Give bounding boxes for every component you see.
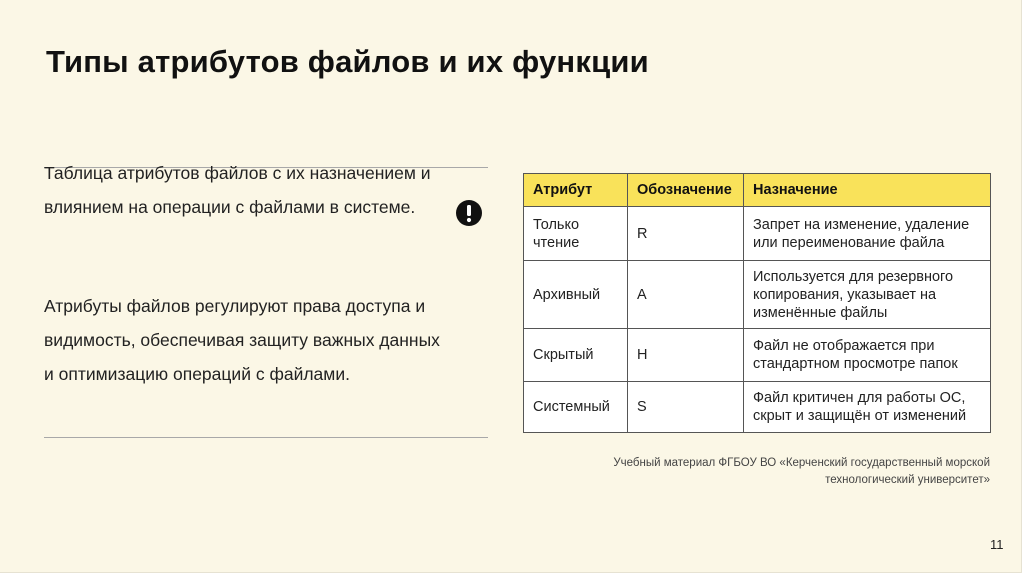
- table-header-row: [524, 174, 991, 207]
- footer-note: Учебный материал ФГБОУ ВО «Керченский государственный морской технологический университет»: [613, 457, 990, 486]
- attribute-cell: Архивный: [524, 261, 628, 329]
- body-paragraph: Атрибуты файлов регулируют права доступа и видимость, обеспечивая защиту важных данных и оптимизацию операций с файлами.: [44, 296, 440, 384]
- slide-title: Типы атрибутов файлов и их функции: [46, 44, 649, 79]
- attributes-table: [523, 173, 991, 433]
- intro-paragraph: Таблица атрибутов файлов с их назначением и влиянием на операции с файлами в системе.: [44, 163, 431, 217]
- purpose-cell: Файл не отображается при стандартном просмотре папок: [744, 329, 991, 382]
- designation-cell: A: [628, 261, 744, 329]
- header-designation: Обозначение: [628, 174, 744, 207]
- table-row: [524, 261, 991, 329]
- designation-cell: S: [628, 382, 744, 433]
- designation-cell: R: [628, 207, 744, 261]
- purpose-cell: Используется для резервного копирования, указывает на изменённые файлы: [744, 261, 991, 329]
- table-row: [524, 329, 991, 382]
- table-row: [524, 207, 991, 261]
- attribute-cell: Скрытый: [524, 329, 628, 382]
- attribute-cell: Только чтение: [524, 207, 628, 261]
- table-row: [524, 382, 991, 433]
- header-attribute: Атрибут: [524, 174, 628, 207]
- purpose-cell: Файл критичен для работы ОС, скрыт и защищён от изменений: [744, 382, 991, 433]
- attribute-cell: Системный: [524, 382, 628, 433]
- exclamation-circle-icon: [455, 199, 483, 227]
- page-number: 11: [990, 537, 1004, 552]
- bottom-divider: [44, 437, 488, 438]
- attributes-table-container: [523, 173, 991, 433]
- header-purpose: Назначение: [744, 174, 991, 207]
- designation-cell: H: [628, 329, 744, 382]
- purpose-cell: Запрет на изменение, удаление или переименование файла: [744, 207, 991, 261]
